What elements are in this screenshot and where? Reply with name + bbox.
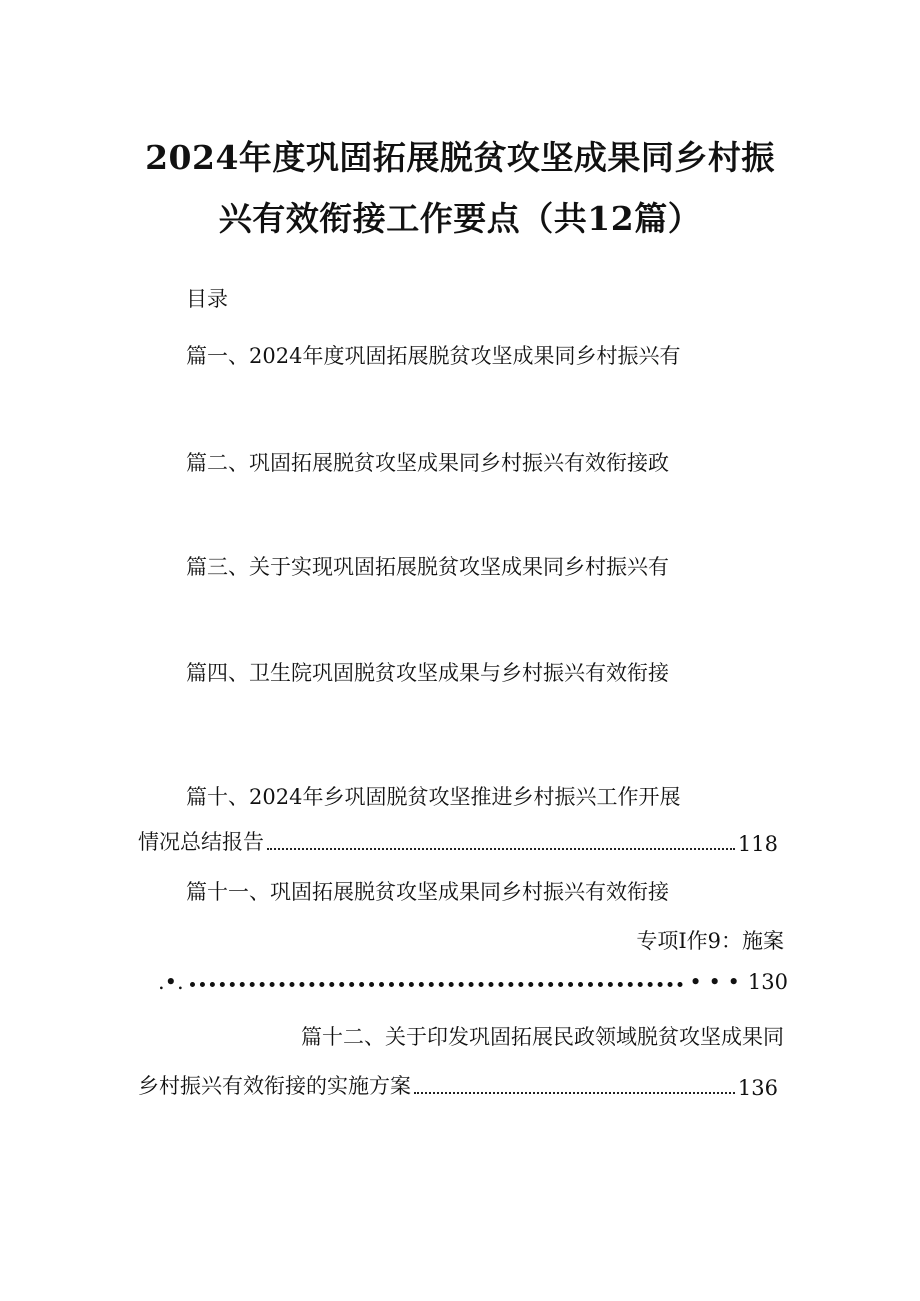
toc-entry-11-line-1: 篇十一、巩固拓展脱贫攻坚成果同乡村振兴有效衔接 [186, 880, 669, 904]
toc-entry-10-page: 118 [737, 832, 778, 856]
toc-entry-11-prefix: .•. [158, 970, 184, 994]
toc-entry-10-line-2 [138, 826, 778, 856]
document-title-line-2: 兴有效衔接工作要点（共12篇） [218, 199, 702, 238]
toc-heading: 目录 [186, 287, 228, 311]
bullet-leader [190, 981, 684, 987]
toc-entry-11-line-2: 专项I作9：施案 [636, 929, 784, 953]
toc-entry-12-text: 乡村振兴有效衔接的实施方案 [138, 1074, 411, 1098]
document-title-line-1: 2024年度巩固拓展脱贫攻坚成果同乡村振 [145, 138, 775, 177]
toc-entry-12-page: 136 [737, 1076, 778, 1100]
toc-entry-12-line-1: 篇十二、关于印发巩固拓展民政领域脱贫攻坚成果同 [301, 1025, 784, 1049]
toc-entry-2: 篇二、巩固拓展脱贫攻坚成果同乡村振兴有效衔接政 [186, 451, 669, 475]
toc-entry-3: 篇三、关于实现巩固拓展脱贫攻坚成果同乡村振兴有 [186, 555, 669, 579]
toc-entry-10-line-1: 篇十、2024年乡巩固脱贫攻坚推进乡村振兴工作开展 [186, 785, 681, 809]
dot-leader [414, 1091, 735, 1094]
toc-entry-12-line-2 [138, 1070, 778, 1100]
toc-entry-11-suffix: • • • [689, 970, 740, 994]
toc-entry-4: 篇四、卫生院巩固脱贫攻坚成果与乡村振兴有效衔接 [186, 661, 669, 685]
toc-entry-10-text: 情况总结报告 [138, 830, 264, 854]
toc-entry-11-page: 130 [747, 970, 788, 994]
toc-entry-1: 篇一、2024年度巩固拓展脱贫攻坚成果同乡村振兴有 [186, 344, 681, 368]
dot-leader [267, 847, 735, 850]
toc-entry-11-leader-line [158, 970, 788, 994]
